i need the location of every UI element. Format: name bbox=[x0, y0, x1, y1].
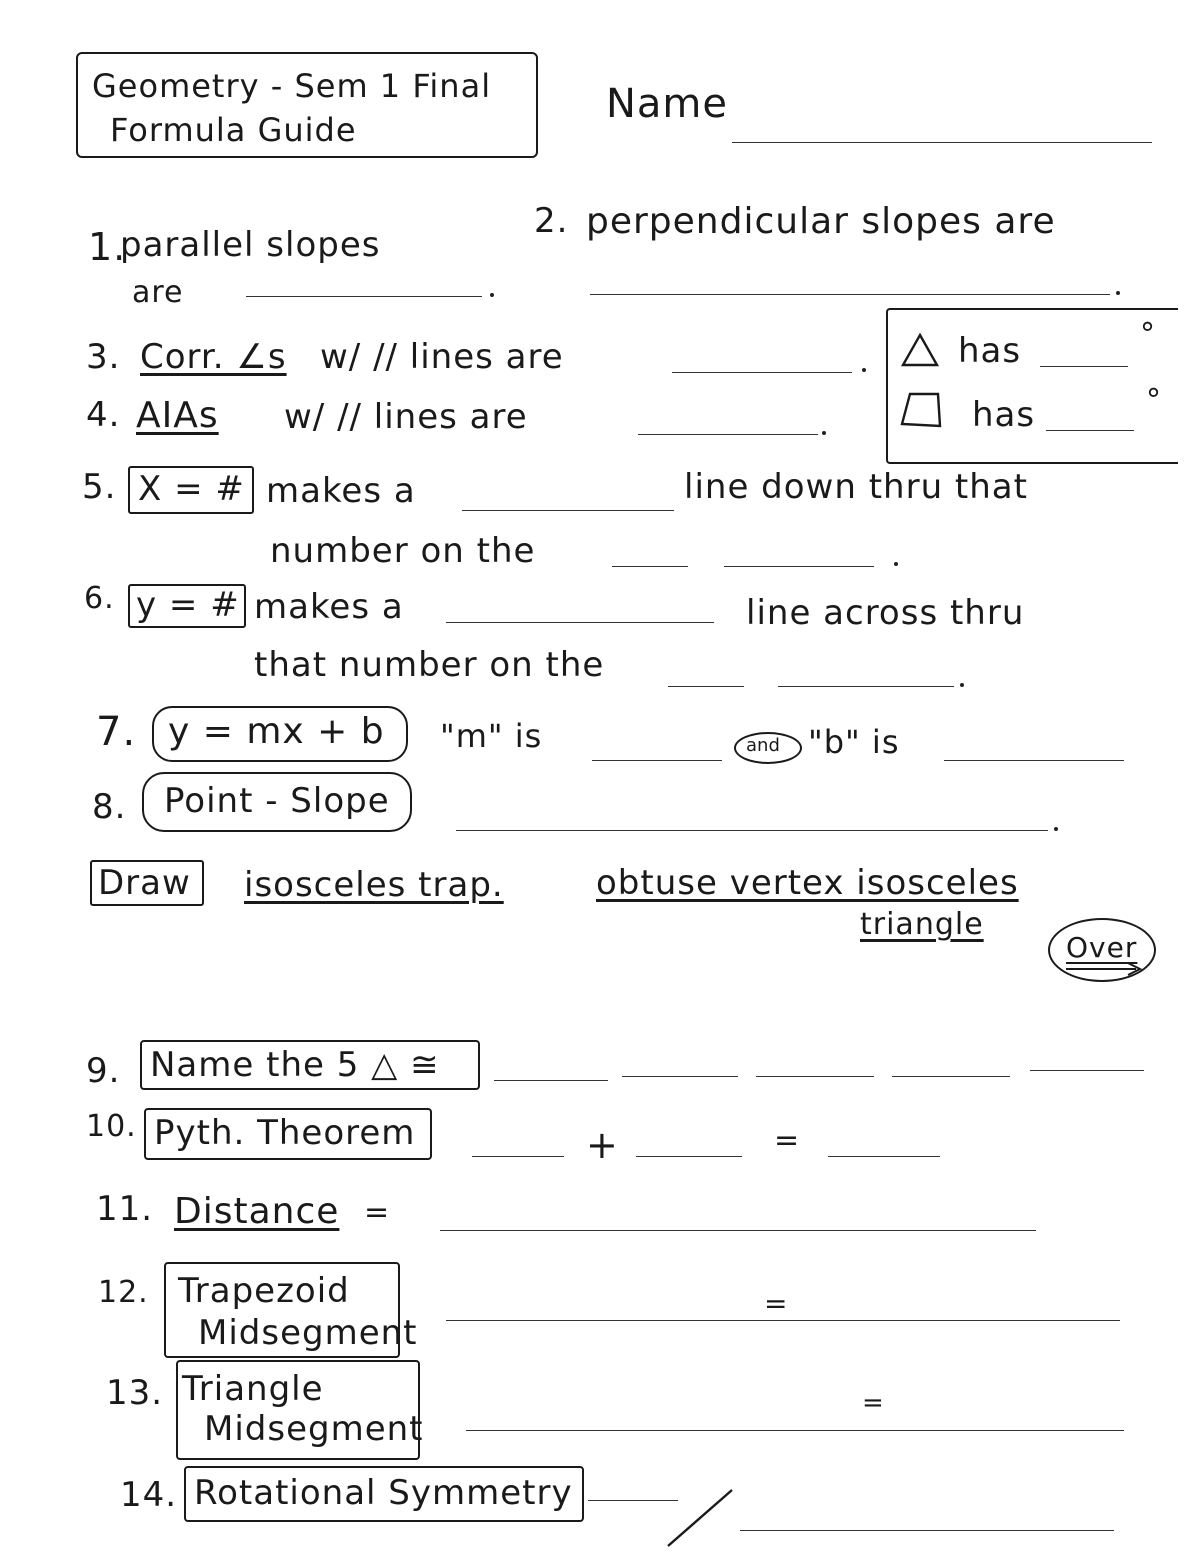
q9-label: 9. bbox=[86, 1051, 121, 1091]
q6-text-b: line across thru bbox=[746, 593, 1025, 633]
q13-equals: = bbox=[862, 1388, 885, 1418]
q11-blank[interactable] bbox=[440, 1230, 1036, 1231]
q9-box-text: Name the 5 △ ≅ bbox=[150, 1045, 440, 1085]
q11-underlined: Distance bbox=[174, 1191, 340, 1232]
q2-blank[interactable] bbox=[590, 294, 1110, 295]
q4-text: w/ // lines are bbox=[284, 397, 528, 437]
triangle-degree-mark: ° bbox=[1140, 317, 1156, 352]
q2-label: 2. bbox=[534, 201, 569, 241]
q14-slash bbox=[660, 1486, 740, 1550]
q14-slash-text bbox=[1160, 1500, 1161, 1501]
q7-blank-b[interactable] bbox=[944, 760, 1124, 761]
q14-blank-2[interactable] bbox=[740, 1530, 1114, 1531]
q5-text-b: line down thru that bbox=[684, 467, 1028, 507]
q8-blank[interactable] bbox=[456, 830, 1048, 831]
q6-period bbox=[960, 683, 964, 687]
draw-label: Draw bbox=[98, 863, 191, 903]
triangle-icon bbox=[900, 332, 940, 368]
q6-text-a: makes a bbox=[254, 587, 404, 627]
q8-label: 8. bbox=[92, 787, 127, 827]
quad-has: has bbox=[972, 395, 1036, 435]
q5-label: 5. bbox=[82, 467, 117, 507]
q5-blank-2b[interactable] bbox=[724, 566, 874, 567]
q8-box-text: Point - Slope bbox=[164, 781, 390, 821]
q6-blank-2a[interactable] bbox=[668, 686, 744, 687]
q9-blank-5[interactable] bbox=[1030, 1070, 1144, 1071]
q10-plus: + bbox=[586, 1123, 619, 1167]
q13-label: 13. bbox=[106, 1373, 164, 1413]
draw-isosceles-trap: isosceles trap. bbox=[244, 865, 504, 905]
q13-box-line1: Triangle bbox=[182, 1369, 324, 1409]
q5-text-a: makes a bbox=[266, 471, 416, 511]
arrow-right-icon bbox=[1064, 962, 1144, 976]
q7-box-text: y = mx + b bbox=[168, 711, 385, 752]
q4-period bbox=[822, 431, 826, 435]
name-label: Name bbox=[606, 81, 729, 127]
q7-m: "m" is bbox=[440, 717, 543, 755]
q5-blank-1[interactable] bbox=[462, 510, 674, 511]
q6-blank-1[interactable] bbox=[446, 622, 714, 623]
q3-label: 3. bbox=[86, 337, 121, 377]
q9-blank-4[interactable] bbox=[892, 1076, 1010, 1077]
q12-box-line2: Midsegment bbox=[198, 1313, 418, 1353]
q10-box-text: Pyth. Theorem bbox=[154, 1113, 416, 1153]
q2-period bbox=[1116, 291, 1120, 295]
quadrilateral-icon bbox=[898, 390, 944, 430]
q11-equals: = bbox=[364, 1195, 391, 1230]
title-line2: Formula Guide bbox=[110, 111, 357, 149]
q12-box-line1: Trapezoid bbox=[178, 1271, 350, 1311]
q4-label: 4. bbox=[86, 395, 121, 435]
q7-b: "b" is bbox=[808, 723, 900, 761]
q12-label: 12. bbox=[98, 1275, 149, 1310]
q13-blank[interactable] bbox=[466, 1430, 1124, 1431]
q8-period bbox=[1054, 827, 1058, 831]
q1-line2: are bbox=[132, 275, 184, 310]
quad-degree-mark: ° bbox=[1146, 383, 1162, 418]
q3-blank[interactable] bbox=[672, 372, 852, 373]
name-blank[interactable] bbox=[732, 142, 1152, 143]
draw-obtuse-triangle-line1: obtuse vertex isosceles bbox=[596, 863, 1019, 903]
q7-label: 7. bbox=[96, 709, 137, 755]
q9-blank-3[interactable] bbox=[756, 1076, 874, 1077]
q1-period bbox=[490, 293, 494, 297]
q6-box-text: y = # bbox=[136, 585, 240, 625]
q14-box-text: Rotational Symmetry bbox=[194, 1473, 573, 1513]
q3-period bbox=[862, 368, 866, 372]
q10-equals: = bbox=[774, 1123, 801, 1158]
q11-label: 11. bbox=[96, 1189, 154, 1229]
q1-label: 1. bbox=[88, 225, 127, 269]
q6-label: 6. bbox=[84, 581, 115, 616]
q5-text-c: number on the bbox=[270, 531, 536, 571]
triangle-has: has bbox=[958, 331, 1022, 371]
q12-equals: = bbox=[764, 1287, 789, 1320]
q7-blank-m[interactable] bbox=[592, 760, 722, 761]
q1-line1: parallel slopes bbox=[120, 225, 381, 265]
q2-text: perpendicular slopes are bbox=[586, 201, 1056, 242]
q10-blank-2[interactable] bbox=[636, 1156, 742, 1157]
q10-label: 10. bbox=[86, 1109, 137, 1144]
q10-blank-1[interactable] bbox=[472, 1156, 564, 1157]
q13-box-line2: Midsegment bbox=[204, 1409, 424, 1449]
over-label: Over bbox=[1066, 931, 1138, 964]
triangle-degrees-blank[interactable] bbox=[1040, 366, 1128, 367]
q1-blank[interactable] bbox=[246, 296, 482, 297]
q6-blank-2b[interactable] bbox=[778, 686, 954, 687]
q9-blank-2[interactable] bbox=[622, 1076, 738, 1077]
q7-and: and bbox=[746, 735, 780, 756]
title-line1: Geometry - Sem 1 Final bbox=[92, 67, 492, 105]
q14-label: 14. bbox=[120, 1475, 178, 1515]
q3-underlined: Corr. ∠s bbox=[140, 337, 287, 377]
q12-blank[interactable] bbox=[446, 1320, 1120, 1321]
q10-blank-3[interactable] bbox=[828, 1156, 940, 1157]
draw-obtuse-triangle-line2: triangle bbox=[860, 907, 984, 942]
q3-text: w/ // lines are bbox=[320, 337, 564, 377]
q5-blank-2a[interactable] bbox=[612, 566, 688, 567]
q4-blank[interactable] bbox=[638, 434, 818, 435]
q4-underlined: AIAs bbox=[136, 395, 219, 436]
q5-period bbox=[894, 562, 898, 566]
quad-degrees-blank[interactable] bbox=[1046, 430, 1134, 431]
q6-text-c: that number on the bbox=[254, 645, 605, 685]
q9-blank-1[interactable] bbox=[494, 1080, 608, 1081]
q5-box-text: X = # bbox=[138, 469, 245, 509]
